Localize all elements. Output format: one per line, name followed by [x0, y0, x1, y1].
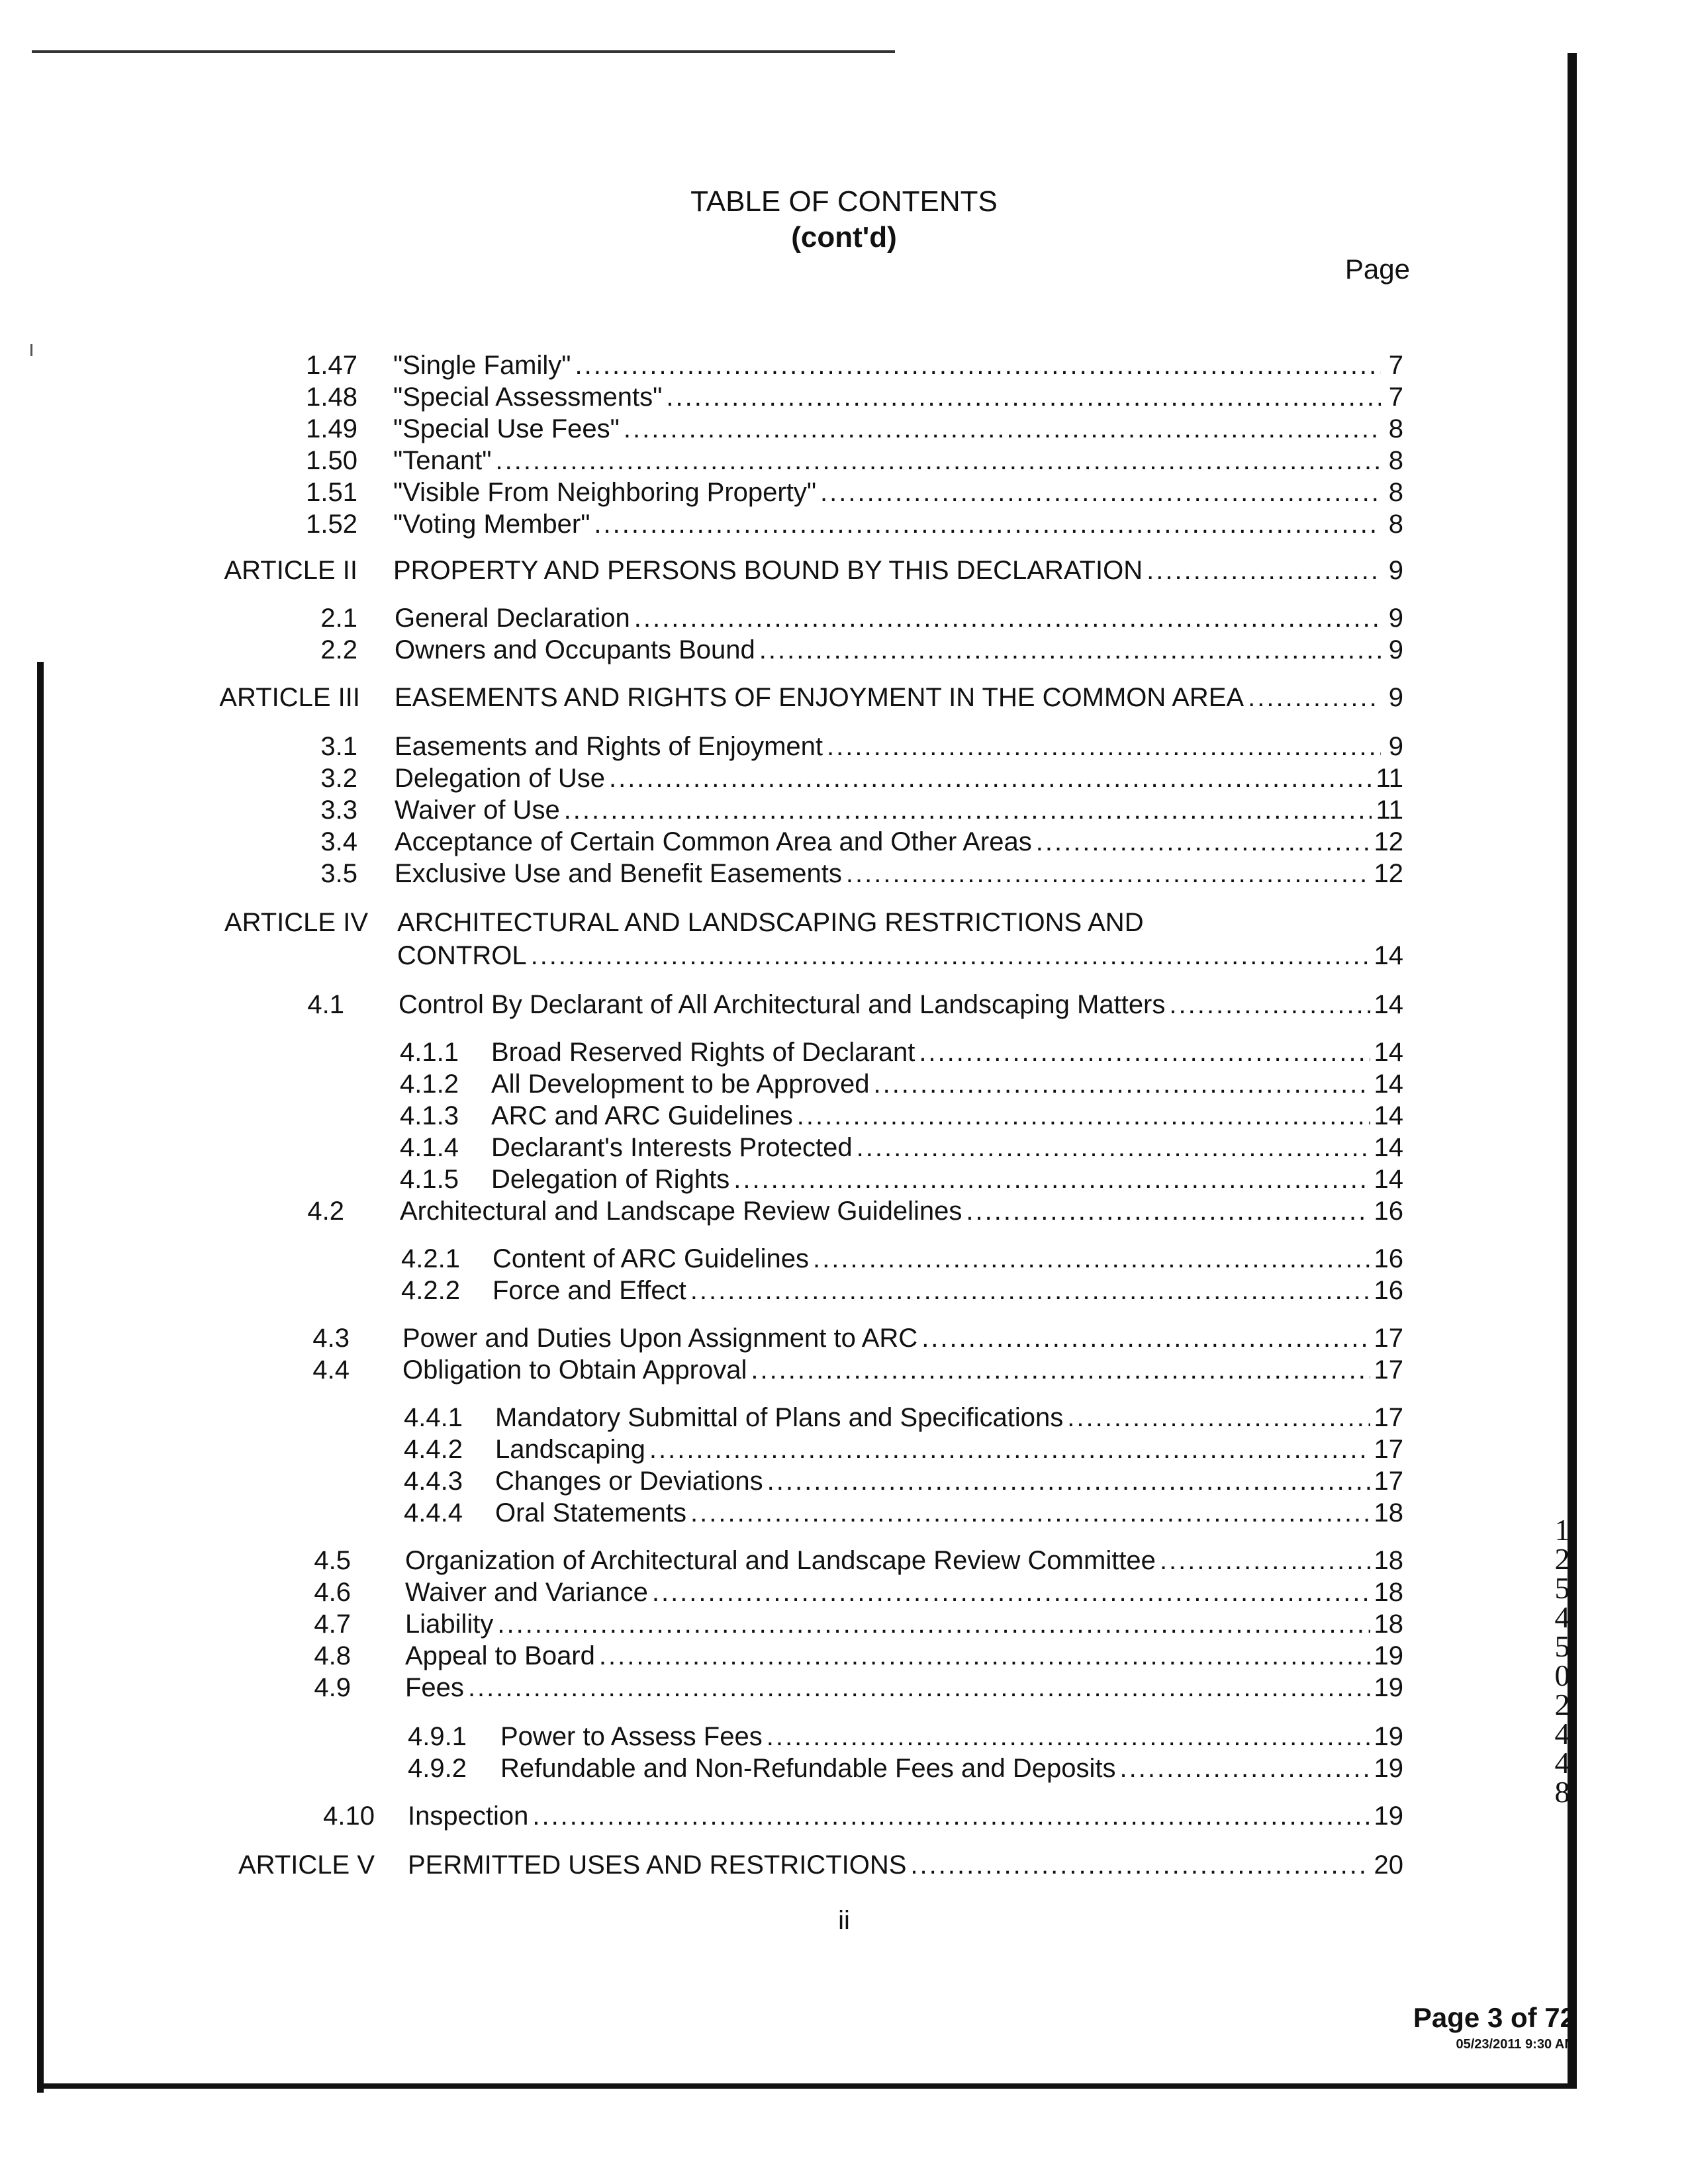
entry-page: 14 — [1374, 1069, 1403, 1099]
entry-title: Owners and Occupants Bound — [395, 635, 755, 664]
entry-number: 3.5 — [320, 859, 357, 888]
entry-title: "Tenant" — [393, 446, 492, 475]
entry-number: 4.4.4 — [404, 1498, 463, 1527]
entry-title: Power to Assess Fees — [500, 1722, 763, 1751]
toc-subentry[interactable] — [401, 1275, 1403, 1306]
dot-leader — [1160, 1545, 1370, 1576]
toc-subentry[interactable] — [400, 1163, 1403, 1195]
entry-number: 3.1 — [320, 732, 357, 761]
toc-subentry[interactable] — [400, 1036, 1403, 1068]
article-number: ARTICLE II — [224, 556, 357, 585]
entry-page: 7 — [1388, 383, 1403, 412]
entry-title: "Special Assessments" — [393, 383, 663, 412]
entry-title: Acceptance of Certain Common Area and Other Areas — [395, 827, 1032, 856]
entry-number: 4.1 — [307, 990, 344, 1019]
entry-page: 7 — [1388, 351, 1403, 380]
dot-leader — [1120, 1752, 1370, 1784]
dot-leader — [910, 1849, 1370, 1881]
entry-title: Liability — [405, 1610, 494, 1639]
bottom-rule — [37, 2083, 1577, 2089]
dot-leader — [1067, 1402, 1370, 1433]
toc-article[interactable] — [199, 1849, 1403, 1881]
toc-subentry[interactable] — [404, 1433, 1403, 1465]
entry-title: "Single Family" — [393, 351, 571, 380]
entry-title: "Visible From Neighboring Property" — [393, 478, 817, 507]
entry-title: Mandatory Submittal of Plans and Specifications — [495, 1403, 1064, 1432]
dot-leader — [1147, 555, 1381, 586]
left-border — [37, 662, 44, 2093]
entry-number: 4.1.3 — [400, 1101, 459, 1130]
entry-page: 14 — [1374, 1101, 1403, 1130]
dot-leader — [609, 762, 1372, 794]
entry-number: 2.2 — [320, 635, 357, 664]
toc-entry[interactable] — [252, 445, 1403, 477]
entry-page: 9 — [1388, 683, 1403, 712]
entry-page: 9 — [1388, 635, 1403, 664]
entry-title: Easements and Rights of Enjoyment — [395, 732, 823, 761]
entry-number: 4.3 — [312, 1324, 350, 1353]
dot-leader — [1248, 682, 1381, 713]
entry-number: 4.4.2 — [404, 1435, 463, 1464]
toc-subtitle: (cont'd) — [791, 221, 897, 253]
toc-entry[interactable] — [252, 1195, 1403, 1227]
entry-title: Architectural and Landscape Review Guidelines — [400, 1197, 962, 1226]
toc-article-continuation[interactable] — [397, 940, 1403, 972]
entry-number: 1.47 — [306, 351, 357, 380]
side-stamp-line1: 1 2 5 4 5 — [1554, 1513, 1570, 1663]
entry-number: 4.2.2 — [401, 1276, 460, 1305]
dot-leader — [857, 1132, 1370, 1163]
entry-page: 14 — [1374, 1165, 1403, 1194]
entry-page: 9 — [1388, 732, 1403, 761]
entry-number: 1.51 — [306, 478, 357, 507]
dot-leader — [921, 1322, 1370, 1354]
entry-number: 4.4 — [312, 1355, 350, 1385]
entry-number: 4.1.2 — [400, 1069, 459, 1099]
page-number-roman: ii — [838, 1906, 850, 1935]
entry-title: All Development to be Approved — [491, 1069, 870, 1099]
toc-entry[interactable] — [252, 381, 1403, 413]
toc-subentry[interactable] — [400, 1100, 1403, 1132]
dot-leader — [666, 381, 1381, 413]
entry-number: 3.2 — [320, 764, 357, 793]
entry-page: 9 — [1388, 556, 1403, 585]
entry-page: 19 — [1374, 1673, 1403, 1702]
entry-number: 4.1.1 — [400, 1038, 459, 1067]
dot-leader — [827, 731, 1381, 762]
dot-leader — [813, 1243, 1370, 1275]
toc-entry[interactable] — [252, 1800, 1403, 1832]
dot-leader — [564, 794, 1372, 826]
entry-title: Control By Declarant of All Architectural and Landscaping Matters — [399, 990, 1166, 1019]
entry-title: Inspection — [408, 1801, 529, 1831]
entry-number: 2.1 — [320, 604, 357, 633]
entry-page: 17 — [1374, 1467, 1403, 1496]
entry-title: Broad Reserved Rights of Declarant — [491, 1038, 915, 1067]
dot-leader — [1036, 826, 1370, 858]
article-title: EASEMENTS AND RIGHTS OF ENJOYMENT IN THE COMMON AREA — [395, 683, 1244, 712]
dot-leader — [599, 1640, 1370, 1672]
dot-leader — [649, 1433, 1370, 1465]
entry-title: Waiver and Variance — [405, 1578, 648, 1607]
entry-title: Appeal to Board — [405, 1641, 595, 1670]
entry-page: 18 — [1374, 1498, 1403, 1527]
entry-page: 8 — [1388, 414, 1403, 443]
entry-page: 8 — [1388, 478, 1403, 507]
entry-title: Force and Effect — [492, 1276, 686, 1305]
toc-entry[interactable] — [252, 826, 1403, 858]
dot-leader — [759, 634, 1381, 666]
article-title: PERMITTED USES AND RESTRICTIONS — [408, 1850, 907, 1880]
dot-leader — [594, 508, 1381, 540]
entry-page: 18 — [1374, 1546, 1403, 1575]
dot-leader — [1169, 989, 1370, 1021]
entry-title: "Voting Member" — [393, 510, 590, 539]
toc-entry[interactable] — [252, 508, 1403, 540]
page-column-label: Page — [1344, 253, 1410, 285]
dot-leader — [531, 940, 1370, 972]
entry-page: 14 — [1374, 941, 1403, 970]
entry-page: 18 — [1374, 1610, 1403, 1639]
dot-leader — [820, 477, 1381, 508]
side-stamp-line2: 0 2 4 4 8 — [1554, 1659, 1570, 1809]
toc-entry[interactable] — [252, 1322, 1403, 1354]
entry-number: 4.4.3 — [404, 1467, 463, 1496]
entry-number: 1.48 — [306, 383, 357, 412]
article-title: ARCHITECTURAL AND LANDSCAPING RESTRICTIONS AND — [397, 908, 1144, 937]
entry-page: 11 — [1376, 796, 1403, 825]
entry-title: Landscaping — [495, 1435, 645, 1464]
entry-number: 4.1.4 — [400, 1133, 459, 1162]
entry-page: 16 — [1374, 1276, 1403, 1305]
toc-entry[interactable] — [252, 731, 1403, 762]
toc-entry[interactable] — [252, 1545, 1403, 1576]
entry-page: 8 — [1388, 510, 1403, 539]
entry-title: Content of ARC Guidelines — [492, 1244, 810, 1273]
entry-number: 4.9.1 — [408, 1722, 467, 1751]
entry-page: 12 — [1374, 827, 1403, 856]
toc-entry[interactable] — [252, 762, 1403, 794]
dot-leader — [797, 1100, 1370, 1132]
toc-subentry[interactable] — [400, 1132, 1403, 1163]
toc-entry[interactable] — [252, 413, 1403, 445]
entry-page: 17 — [1374, 1435, 1403, 1464]
toc-subentry[interactable] — [400, 1068, 1403, 1100]
dot-leader — [497, 1608, 1370, 1640]
entry-title: General Declaration — [395, 604, 630, 633]
entry-title: Organization of Architectural and Landscape Review Committee — [405, 1546, 1156, 1575]
entry-number: 4.4.1 — [404, 1403, 463, 1432]
entry-number: 4.2 — [307, 1197, 344, 1226]
dot-leader — [846, 858, 1370, 889]
entry-page: 17 — [1374, 1403, 1403, 1432]
entry-title: Delegation of Use — [395, 764, 605, 793]
entry-title: Obligation to Obtain Approval — [402, 1355, 747, 1385]
entry-page: 14 — [1374, 1133, 1403, 1162]
toc-entry[interactable] — [252, 1354, 1403, 1386]
entry-page: 19 — [1374, 1641, 1403, 1670]
top-rule — [32, 50, 895, 53]
entry-number: 3.3 — [320, 796, 357, 825]
entry-page: 19 — [1374, 1722, 1403, 1751]
dot-leader — [767, 1721, 1370, 1752]
entry-number: 4.6 — [314, 1578, 351, 1607]
toc-subentry[interactable] — [404, 1497, 1403, 1529]
dot-leader — [532, 1800, 1370, 1832]
dot-leader — [751, 1354, 1370, 1386]
entry-title: Declarant's Interests Protected — [491, 1133, 853, 1162]
entry-page: 19 — [1374, 1754, 1403, 1783]
toc-entry[interactable] — [252, 349, 1403, 381]
entry-page: 18 — [1374, 1578, 1403, 1607]
toc-entry[interactable] — [252, 1608, 1403, 1640]
entry-number: 4.7 — [314, 1610, 351, 1639]
dot-leader — [733, 1163, 1370, 1195]
dot-leader — [468, 1672, 1370, 1704]
entry-title: Power and Duties Upon Assignment to ARC — [402, 1324, 918, 1353]
dot-leader — [873, 1068, 1370, 1100]
entry-title: Waiver of Use — [395, 796, 560, 825]
page-of-total: Page 3 of 72 — [1413, 2002, 1575, 2033]
entry-number: 4.10 — [323, 1801, 375, 1831]
entry-title: Exclusive Use and Benefit Easements — [395, 859, 842, 888]
article-number: ARTICLE III — [219, 683, 360, 712]
article-title-continuation: CONTROL — [397, 941, 527, 970]
toc-title: TABLE OF CONTENTS — [690, 185, 998, 218]
entry-page: 19 — [1374, 1801, 1403, 1831]
toc-article[interactable] — [199, 555, 1403, 586]
dot-leader — [652, 1576, 1370, 1608]
dot-leader — [690, 1497, 1370, 1529]
toc-entry[interactable] — [252, 989, 1403, 1021]
entry-title: Fees — [405, 1673, 464, 1702]
toc-subentry[interactable] — [401, 1243, 1403, 1275]
article-number: ARTICLE IV — [224, 908, 368, 937]
entry-page: 14 — [1374, 990, 1403, 1019]
entry-title: Refundable and Non-Refundable Fees and Deposits — [500, 1754, 1116, 1783]
entry-number: 4.1.5 — [400, 1165, 459, 1194]
toc-subentry[interactable] — [408, 1721, 1403, 1752]
entry-title: Changes or Deviations — [495, 1467, 763, 1496]
entry-number: 1.49 — [306, 414, 357, 443]
toc-entry[interactable] — [252, 1576, 1403, 1608]
entry-number: 4.8 — [314, 1641, 351, 1670]
toc-subentry[interactable] — [404, 1465, 1403, 1497]
toc-entry[interactable] — [252, 634, 1403, 666]
entry-page: 11 — [1376, 764, 1403, 793]
entry-page: 17 — [1374, 1324, 1403, 1353]
toc-entry[interactable] — [252, 477, 1403, 508]
dot-leader — [690, 1275, 1370, 1306]
entry-title: "Special Use Fees" — [393, 414, 620, 443]
toc-entry[interactable] — [252, 602, 1403, 634]
dot-leader — [624, 413, 1381, 445]
toc-subentry[interactable] — [408, 1752, 1403, 1784]
dot-leader — [767, 1465, 1370, 1497]
entry-page: 17 — [1374, 1355, 1403, 1385]
entry-number: 4.5 — [314, 1546, 351, 1575]
toc-subentry[interactable] — [404, 1402, 1403, 1433]
entry-number: 1.50 — [306, 446, 357, 475]
dot-leader — [575, 349, 1381, 381]
entry-page: 14 — [1374, 1038, 1403, 1067]
margin-mark — [30, 344, 32, 356]
entry-page: 16 — [1374, 1244, 1403, 1273]
toc-entry[interactable] — [252, 858, 1403, 889]
entry-number: 4.9.2 — [408, 1754, 467, 1783]
entry-number: 3.4 — [320, 827, 357, 856]
entry-title: Delegation of Rights — [491, 1165, 730, 1194]
timestamp: 05/23/2011 9:30 AM — [1456, 2037, 1575, 2052]
entry-page: 12 — [1374, 859, 1403, 888]
article-number: ARTICLE V — [238, 1850, 375, 1880]
toc-entry[interactable] — [252, 1672, 1403, 1704]
dot-leader — [634, 602, 1381, 634]
article-title: PROPERTY AND PERSONS BOUND BY THIS DECLARATION — [393, 556, 1143, 585]
entry-title: ARC and ARC Guidelines — [491, 1101, 793, 1130]
entry-page: 16 — [1374, 1197, 1403, 1226]
entry-page: 9 — [1388, 604, 1403, 633]
toc-entry[interactable] — [252, 794, 1403, 826]
entry-page: 20 — [1374, 1850, 1403, 1880]
dot-leader — [919, 1036, 1370, 1068]
entry-number: 1.52 — [306, 510, 357, 539]
toc-article[interactable] — [199, 682, 1403, 713]
entry-page: 8 — [1388, 446, 1403, 475]
entry-number: 4.9 — [314, 1673, 351, 1702]
dot-leader — [966, 1195, 1370, 1227]
entry-number: 4.2.1 — [401, 1244, 460, 1273]
dot-leader — [496, 445, 1382, 477]
toc-entry[interactable] — [252, 1640, 1403, 1672]
entry-title: Oral Statements — [495, 1498, 687, 1527]
